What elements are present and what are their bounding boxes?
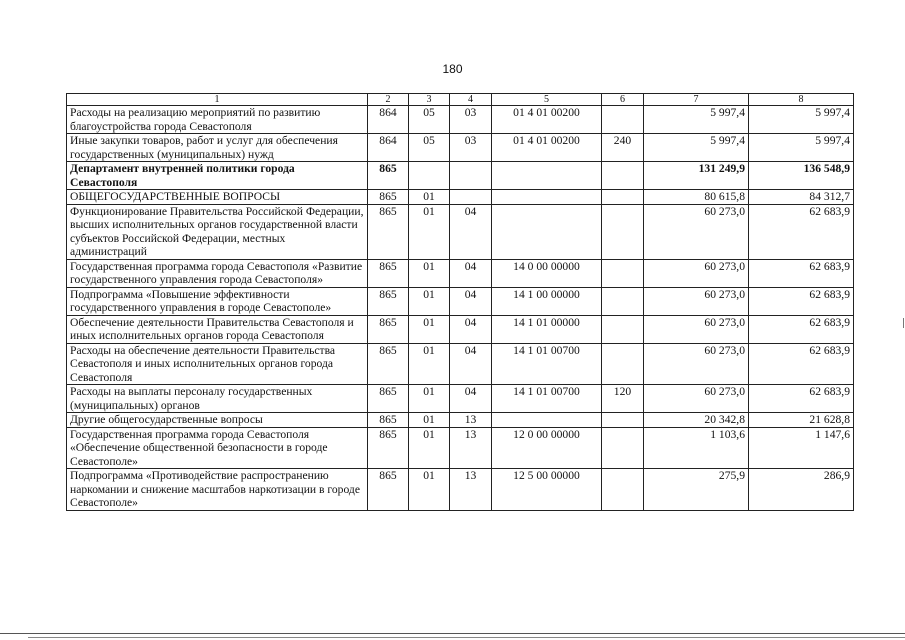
table-cell-vr: 120 xyxy=(602,385,644,413)
table-cell-y2: 62 683,9 xyxy=(749,343,854,385)
table-cell-y2: 5 997,4 xyxy=(749,106,854,134)
table-cell-csr xyxy=(492,190,602,205)
table-cell-rz: 01 xyxy=(409,427,450,469)
table-row xyxy=(67,385,854,413)
table-cell-pr: 13 xyxy=(450,413,492,428)
table-cell-name: Функционирование Правительства Российской Федерации, высших исполнительных органов государственной власти субъектов Российской Федерации, местных администраций xyxy=(67,204,368,259)
table-cell-name: Расходы на обеспечение деятельности Правительства Севастополя и иных исполнительных органов города Севастополя xyxy=(67,343,368,385)
table-cell-vr xyxy=(602,343,644,385)
table-cell-pr xyxy=(450,190,492,205)
table-cell-pr: 04 xyxy=(450,343,492,385)
table-cell-csr: 12 5 00 00000 xyxy=(492,469,602,511)
table-cell-csr: 01 4 01 00200 xyxy=(492,106,602,134)
table-cell-grbs: 865 xyxy=(368,287,409,315)
table-cell-y1: 60 273,0 xyxy=(644,204,749,259)
table-cell-csr: 14 1 01 00700 xyxy=(492,343,602,385)
table-cell-grbs: 864 xyxy=(368,106,409,134)
header-row xyxy=(67,94,854,106)
scan-mark xyxy=(903,318,904,328)
table-row xyxy=(67,469,854,511)
table-cell-y2: 5 997,4 xyxy=(749,134,854,162)
table-cell-rz: 01 xyxy=(409,385,450,413)
table-cell-pr: 04 xyxy=(450,385,492,413)
table-cell-y2: 1 147,6 xyxy=(749,427,854,469)
table-row xyxy=(67,259,854,287)
table-cell-rz: 05 xyxy=(409,106,450,134)
table-cell-grbs: 865 xyxy=(368,259,409,287)
table-cell-vr xyxy=(602,190,644,205)
table-cell-y2: 21 628,8 xyxy=(749,413,854,428)
table-cell-pr: 04 xyxy=(450,287,492,315)
table-cell-vr xyxy=(602,413,644,428)
header-cell: 2 xyxy=(368,94,409,106)
table-cell-y1: 5 997,4 xyxy=(644,134,749,162)
table-cell-y1: 275,9 xyxy=(644,469,749,511)
header-cell: 6 xyxy=(602,94,644,106)
table-cell-vr: 240 xyxy=(602,134,644,162)
table-cell-vr xyxy=(602,106,644,134)
table-cell-pr: 04 xyxy=(450,204,492,259)
table-cell-y2: 62 683,9 xyxy=(749,385,854,413)
table-cell-pr: 03 xyxy=(450,106,492,134)
table-cell-grbs: 865 xyxy=(368,343,409,385)
table-cell-y1: 20 342,8 xyxy=(644,413,749,428)
table-cell-vr xyxy=(602,259,644,287)
budget-table xyxy=(66,93,854,511)
table-cell-name: Другие общегосударственные вопросы xyxy=(67,413,368,428)
table-cell-csr: 14 1 01 00700 xyxy=(492,385,602,413)
table-cell-rz: 05 xyxy=(409,134,450,162)
table-cell-rz: 01 xyxy=(409,190,450,205)
table-cell-name: Расходы на реализацию мероприятий по развитию благоустройства города Севастополя xyxy=(67,106,368,134)
table-cell-grbs: 865 xyxy=(368,469,409,511)
scan-edge-line xyxy=(0,633,905,634)
table-cell-vr xyxy=(602,469,644,511)
scan-edge-line xyxy=(28,637,905,638)
table-cell-name: Подпрограмма «Повышение эффективности государственного управления в городе Севастополе» xyxy=(67,287,368,315)
table-cell-rz: 01 xyxy=(409,343,450,385)
table-cell-y1: 60 273,0 xyxy=(644,287,749,315)
table-cell-grbs: 865 xyxy=(368,427,409,469)
table-cell-grbs: 865 xyxy=(368,385,409,413)
table-cell-y1: 60 273,0 xyxy=(644,259,749,287)
table-cell-vr xyxy=(602,427,644,469)
table-cell-vr xyxy=(602,162,644,190)
table-cell-csr: 01 4 01 00200 xyxy=(492,134,602,162)
table-cell-grbs: 865 xyxy=(368,204,409,259)
table-cell-pr: 04 xyxy=(450,259,492,287)
header-cell: 5 xyxy=(492,94,602,106)
table-cell-y1: 80 615,8 xyxy=(644,190,749,205)
table-cell-rz: 01 xyxy=(409,204,450,259)
table-cell-y1: 60 273,0 xyxy=(644,343,749,385)
header-cell: 7 xyxy=(644,94,749,106)
table-cell-name: Департамент внутренней политики города Севастополя xyxy=(67,162,368,190)
table-cell-y1: 1 103,6 xyxy=(644,427,749,469)
table-cell-y1: 60 273,0 xyxy=(644,315,749,343)
table-cell-rz: 01 xyxy=(409,315,450,343)
table-cell-grbs: 865 xyxy=(368,315,409,343)
table-row xyxy=(67,427,854,469)
table-cell-rz: 01 xyxy=(409,287,450,315)
table-row xyxy=(67,106,854,134)
table-cell-csr xyxy=(492,413,602,428)
table-cell-vr xyxy=(602,287,644,315)
table-cell-csr: 14 1 01 00000 xyxy=(492,315,602,343)
table-cell-y1: 60 273,0 xyxy=(644,385,749,413)
header-cell: 8 xyxy=(749,94,854,106)
page-number: 180 xyxy=(442,62,463,76)
table-cell-pr: 13 xyxy=(450,427,492,469)
table-cell-name: ОБЩЕГОСУДАРСТВЕННЫЕ ВОПРОСЫ xyxy=(67,190,368,205)
header-cell: 1 xyxy=(67,94,368,106)
table-cell-y2: 286,9 xyxy=(749,469,854,511)
table-cell-name: Иные закупки товаров, работ и услуг для обеспечения государственных (муниципальных) нужд xyxy=(67,134,368,162)
table-cell-grbs: 865 xyxy=(368,190,409,205)
table-row xyxy=(67,134,854,162)
table-cell-pr: 13 xyxy=(450,469,492,511)
table-cell-csr: 14 1 00 00000 xyxy=(492,287,602,315)
table-cell-y2: 62 683,9 xyxy=(749,204,854,259)
table-cell-vr xyxy=(602,204,644,259)
table-cell-y1: 5 997,4 xyxy=(644,106,749,134)
table-cell-y2: 62 683,9 xyxy=(749,259,854,287)
table-cell-grbs: 865 xyxy=(368,162,409,190)
table-cell-y2: 62 683,9 xyxy=(749,315,854,343)
table-cell-name: Обеспечение деятельности Правительства Севастополя и иных исполнительных органов города Севастополя xyxy=(67,315,368,343)
table-cell-y2: 84 312,7 xyxy=(749,190,854,205)
header-cell: 3 xyxy=(409,94,450,106)
table-cell-grbs: 865 xyxy=(368,413,409,428)
table-cell-csr xyxy=(492,162,602,190)
table-cell-rz: 01 xyxy=(409,413,450,428)
table-cell-name: Подпрограмма «Противодействие распространению наркомании и снижение масштабов наркотизации в городе Севастополе» xyxy=(67,469,368,511)
table-row xyxy=(67,343,854,385)
table-cell-y2: 62 683,9 xyxy=(749,287,854,315)
header-cell: 4 xyxy=(450,94,492,106)
table-cell-name: Расходы на выплаты персоналу государственных (муниципальных) органов xyxy=(67,385,368,413)
table-body xyxy=(67,106,854,511)
table-cell-name: Государственная программа города Севастополя «Развитие государственного управления города Севастополя» xyxy=(67,259,368,287)
table-cell-pr xyxy=(450,162,492,190)
table-cell-grbs: 864 xyxy=(368,134,409,162)
table-cell-csr xyxy=(492,204,602,259)
table-cell-rz: 01 xyxy=(409,469,450,511)
table-row xyxy=(67,287,854,315)
table-row xyxy=(67,190,854,205)
table-row xyxy=(67,315,854,343)
table-row xyxy=(67,162,854,190)
table-cell-csr: 12 0 00 00000 xyxy=(492,427,602,469)
table-row xyxy=(67,413,854,428)
table-cell-rz xyxy=(409,162,450,190)
table-row xyxy=(67,204,854,259)
table-cell-name: Государственная программа города Севастополя «Обеспечение общественной безопасности в городе Севастополе» xyxy=(67,427,368,469)
table-cell-pr: 04 xyxy=(450,315,492,343)
table-cell-y2: 136 548,9 xyxy=(749,162,854,190)
table-cell-csr: 14 0 00 00000 xyxy=(492,259,602,287)
table-cell-pr: 03 xyxy=(450,134,492,162)
table-cell-y1: 131 249,9 xyxy=(644,162,749,190)
table-cell-vr xyxy=(602,315,644,343)
table-cell-rz: 01 xyxy=(409,259,450,287)
